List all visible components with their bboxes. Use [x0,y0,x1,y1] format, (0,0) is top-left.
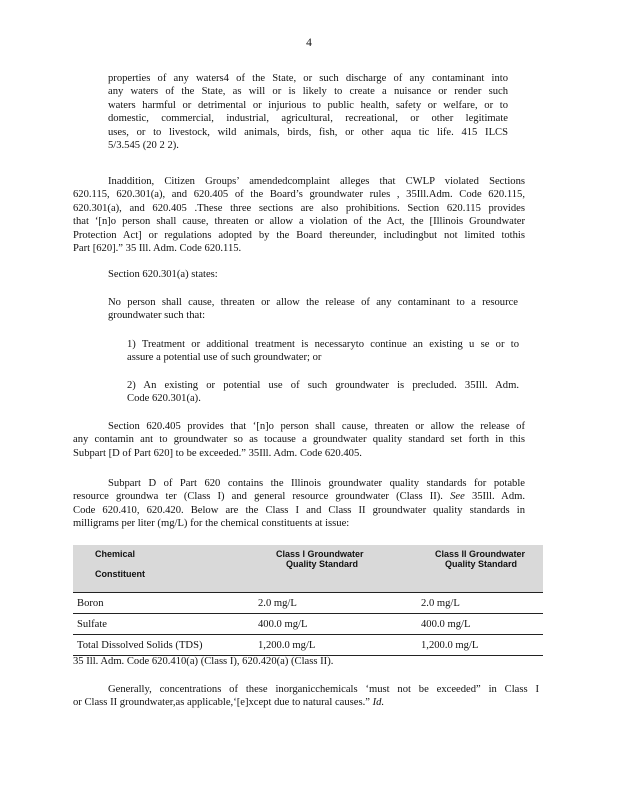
header-class2-line2: Quality Standard [445,559,518,569]
cell-name: Sulfate [73,614,256,635]
table-row [73,635,543,656]
text-line: 620.301(a), and 620.405 .These three sections are also prohibitions. Section 620.115 provides [73,202,525,214]
quote-301 [108,296,518,323]
cell-name: Total Dissolved Solids (TDS) [73,635,256,656]
cell-class1: 1,200.0 mg/L [256,635,417,656]
text-line: 1) Treatment or additional treatment is necessaryto continue an existing u se or to [127,339,519,350]
text-line: Code 620.301(a). [127,393,201,405]
id-signal: Id. [372,697,385,709]
text-fragment: resource groundwa ter (Class I) and general resource groundwater (Class II). [73,491,451,503]
cell-class2: 2.0 mg/L [417,593,543,614]
text-line: Inaddition, Citizen Groups’ amendedcomplaint alleges that CWLP violated Sections [108,176,525,187]
header-class2-line1: Class II Groundwater [435,549,526,559]
text-line [73,696,539,709]
text-fragment: 35Ill. Adm. [464,491,526,503]
statute-quote-continuation [108,72,508,152]
header-chemical-constituent [73,545,256,593]
cell-class2: 400.0 mg/L [417,614,543,635]
cell-class1: 2.0 mg/L [256,593,417,614]
cell-name: Boron [73,593,256,614]
text-line [73,490,525,503]
section-301-intro [108,268,408,281]
text-line: properties of any waters4 of the State, or such discharge of any contaminant into [108,73,508,84]
text-line: waters harmful or detrimental or injurious to public health, safety or welfare, or to [108,99,508,111]
text-line: uses, or to livestock, wild animals, birds, fish, or other aqua tic life. 415 ILCS [108,126,508,138]
text-line: groundwater such that: [108,310,206,322]
text-line: Section 620.301(a) states: [108,269,218,280]
text-line: Protection Act] or regulations adopted by the Board thereunder, includingbut not limited tothis [73,229,525,241]
quote-301-item-1 [127,338,519,365]
text-line: Generally, concentrations of these inorganicchemicals ‘must not be exceeded” in Class I [108,684,539,695]
text-line: milligrams per liter (mg/L) for the chemical constituents at issue: [73,518,350,530]
paragraph-generally [73,683,539,710]
text-line: 5/3.545 (20 2 2). [108,140,179,152]
table-citation: 35 Ill. Adm. Code 620.410(a) (Class I), 620.420(a) (Class II). [73,656,334,667]
paragraph-subpart-d [73,477,525,531]
text-line: Subpart [D of Part 620] to be exceeded.” 35Ill. Adm. Code 620.405. [73,447,362,459]
page-number: 4 [306,37,312,49]
text-line: that ‘[n]o person shall cause, threaten or allow a violation of the Act, the [Illinois Groundwater [73,216,525,228]
text-line: Section 620.405 provides that ‘[n]o person shall cause, threaten or allow the release of [108,421,525,432]
cell-class2: 1,200.0 mg/L [417,635,543,656]
text-fragment: or Class II groundwater,as applicable,‘[e]xcept due to natural causes.” [73,697,373,709]
see-signal: See [450,491,465,503]
paragraph-inaddition [73,175,525,255]
header-class1 [256,545,417,593]
text-line: 2) An existing or potential use of such groundwater is precluded. 35Ill. Adm. [127,380,519,391]
text-line: any waters of the State, as will or is likely to create a nuisance or render such [108,86,508,98]
text-line: assure a potential use of such groundwater; or [127,352,322,364]
header-class1-line2: Quality Standard [286,559,359,569]
text-line: Subpart D of Part 620 contains the Illinois groundwater quality standards for potable [108,478,525,489]
text-line: 620.115, 620.301(a), and 620.405 of the Board’s groundwater rules , 35Ill.Adm. Code 620.115, [73,189,525,201]
header-constituent: Constituent [95,569,145,579]
table-row [73,593,543,614]
table-row [73,614,543,635]
header-class2 [417,545,543,593]
quote-301-item-2 [127,379,519,406]
text-line: domestic, commercial, industrial, agricultural, recreational, or other legitimate [108,113,508,125]
text-line: Code 620.410, 620.420. Below are the Class I and Class II groundwater quality standards in [73,504,525,516]
header-class1-line1: Class I Groundwater [276,549,364,559]
text-line: No person shall cause, threaten or allow the release of any contaminant to a resource [108,297,518,308]
header-chemical: Chemical [95,549,136,559]
cell-class1: 400.0 mg/L [256,614,417,635]
groundwater-standards-table [73,545,543,656]
text-line: Part [620].” 35 Ill. Adm. Code 620.115. [73,243,242,255]
paragraph-405 [73,420,525,460]
text-line: any contamin ant to groundwater so as tocause a groundwater quality standard set forth in this [73,434,525,446]
table-header-row [73,545,543,593]
